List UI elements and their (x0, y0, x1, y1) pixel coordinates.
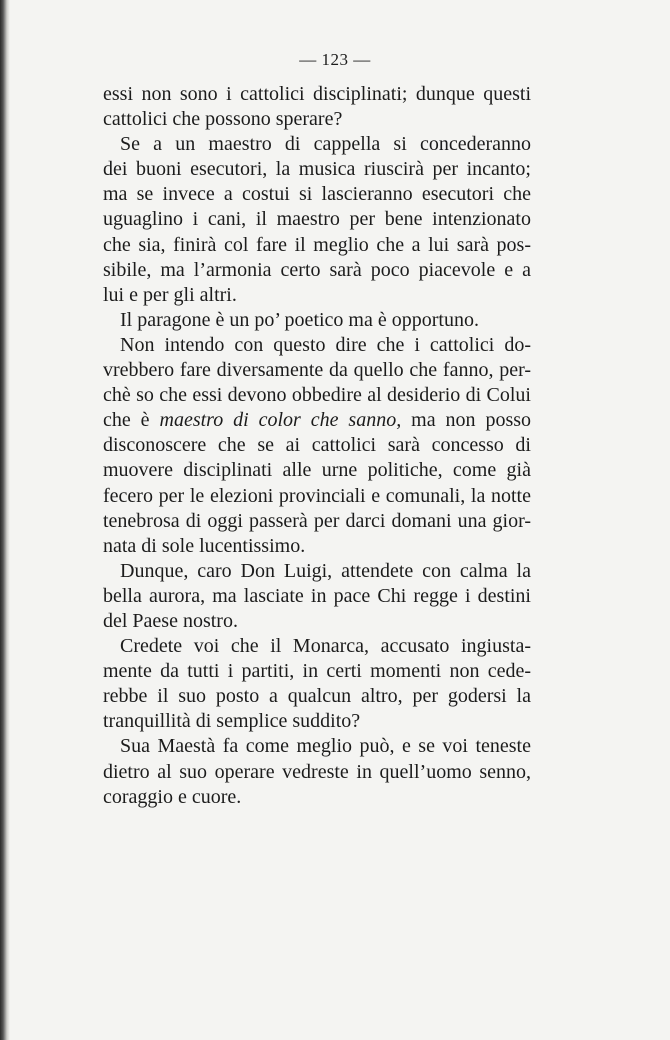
text-line: dei buoni esecutori, la musica riuscirà per incanto; (103, 158, 531, 181)
text-line: tranquillità di semplice suddito? (103, 710, 361, 733)
text-line: Dunque, caro Don Luigi, attendete con calma la (120, 559, 531, 582)
text-line: Non intendo con questo dire che i cattolici do- (120, 333, 531, 356)
text-line: fecero per le elezioni provinciali e comunali, la notte (103, 484, 531, 507)
text-line: che sia, finirà col fare il meglio che a lui sarà pos- (103, 233, 531, 256)
text-line: uguaglino i cani, il maestro per bene intenzionato (103, 208, 531, 231)
text-line-with-italic (103, 408, 531, 433)
text-line: nata di sole lucentissimo. (103, 534, 306, 557)
text-line: Il paragone è un po’ poetico ma è opportuno. (120, 308, 479, 331)
text-line: Credete voi che il Monarca, accusato ingiusta- (120, 635, 531, 658)
text-line: essi non sono i cattolici disciplinati; dunque questi (103, 83, 531, 105)
text-line: sibile, ma l’armonia certo sarà poco piacevole e a (103, 258, 531, 281)
text-line: bella aurora, ma lasciate in pace Chi regge i destini (103, 584, 531, 607)
page-body (103, 82, 531, 810)
text-run: ma non posso (401, 409, 532, 432)
paragraph-6 (103, 634, 531, 734)
text-line: coraggio e cuore. (103, 785, 242, 808)
text-line: mente da tutti i partiti, in certi momenti non cede- (103, 660, 531, 683)
text-line: chè so che essi devono obbedire al desiderio di Colui (103, 384, 531, 407)
text-line: del Paese nostro. (103, 609, 238, 632)
text-line: vrebbero fare diversamente da quello che fanno, per- (103, 359, 531, 382)
text-line: lui e per gli altri. (103, 283, 237, 306)
paragraph-3 (103, 308, 531, 333)
text-line: muovere disciplinati alle urne politiche, come già (103, 459, 531, 482)
text-line: Se a un maestro di cappella si concederanno (120, 133, 531, 156)
book-spine-edge (0, 0, 10, 1040)
text-line: disconoscere che se ai cattolici sarà concesso di (103, 434, 531, 457)
italic-quote: maestro di color che sanno, (159, 409, 402, 432)
text-line: tenebrosa di oggi passerà per darci domani una gior- (103, 509, 531, 532)
text-line: Sua Maestà fa come meglio può, e se voi teneste (120, 735, 531, 758)
text-line: rebbe il suo posto a qualcun altro, per godersi la (103, 685, 531, 708)
paragraph-2 (103, 132, 531, 308)
paragraph-4 (103, 333, 531, 559)
paragraph-5 (103, 559, 531, 634)
page-number: — 123 — (299, 50, 371, 69)
text-line: ma se invece a costui si lascieranno esecutori che (103, 183, 531, 206)
paragraph-1 (103, 82, 531, 132)
text-run: che è (103, 409, 160, 432)
paragraph-7 (103, 734, 531, 809)
text-line: cattolici che possono sperare? (103, 108, 343, 131)
text-line: dietro al suo operare vedreste in quell’uomo senno, (103, 760, 531, 783)
